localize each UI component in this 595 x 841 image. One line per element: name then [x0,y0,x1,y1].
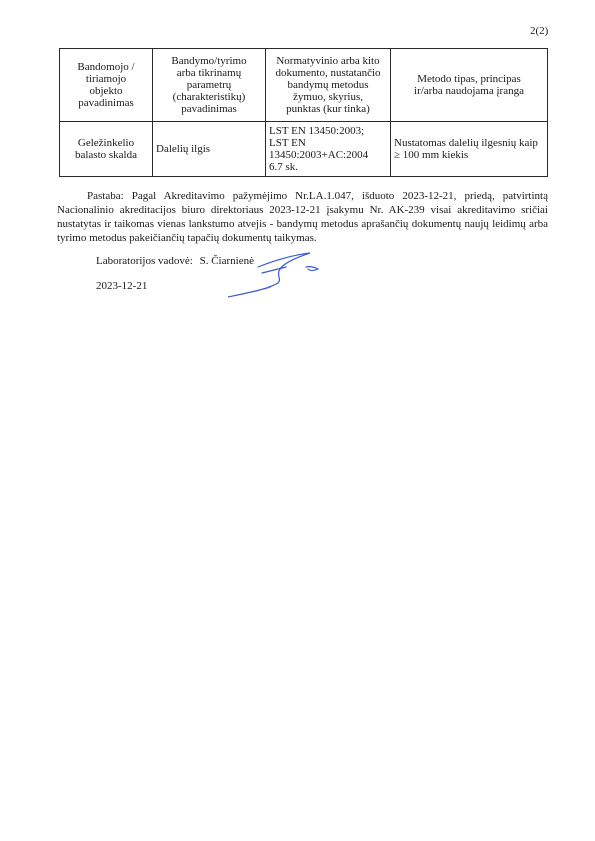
header-line: tiriamojo [85,73,127,85]
header-line: Normatyvinio arba kito [276,55,380,67]
table-row [60,122,548,177]
cell-line: Geležinkelio [77,137,135,149]
page-number: 2(2) [530,25,549,37]
header-parameter [153,49,266,122]
cell-line: 6.7 sk. [269,161,299,173]
handwritten-signature [218,247,328,303]
header-line: Metodo tipas, principas [417,73,521,85]
header-line: arba tikrinamų [176,67,242,79]
header-line: pavadinimas [181,103,237,115]
header-line: punktas (kur tinka) [286,103,370,115]
header-line: parametrų [186,79,232,91]
signatory-label: Laboratorijos vadovė: [96,255,193,267]
cell-object [60,122,153,177]
header-line: (charakteristikų) [172,91,246,103]
accreditation-table [59,48,548,177]
header-line: žymuo, skyrius, [293,91,363,103]
cell-line: 13450:2003+AC:2004 [269,149,369,161]
header-method [391,49,548,122]
cell-parameter: Dalelių ilgis [153,122,266,177]
header-object [60,49,153,122]
header-line: Bandomojo / [77,61,135,73]
header-standard [266,49,391,122]
header-line: ir/arba naudojama įranga [414,85,524,97]
cell-method [391,122,548,177]
cell-line: ≥ 100 mm kiekis [394,149,469,161]
header-line: bandymų metodus [287,79,369,91]
footnote-text: Pastaba: Pagal Akreditavimo pažymėjimo Nr.LA.1.047, išduoto 2023-12-21, priedą, patvirtintą Nacionalinio akreditacijos biuro direktoriaus 2023-12-21 įsakymu Nr. AK-239 visai akreditavimo sričiai nustatytas ir taikomas vienas lankstumo atvejis - bandymų metodus aprašančių dokumentų naujų leidimų arba tyrimo metodus pakeičiančių tapačių dokumentų taikymas. [57,190,548,244]
table-header-row [60,49,548,122]
header-line: dokumento, nustatančio [275,67,381,79]
cell-line: Nustatomas dalelių ilgesnių kaip [394,137,538,149]
header-line: objekto [89,85,123,97]
cell-line: LST EN [269,137,306,149]
header-line: pavadinimas [78,97,134,109]
cell-line: balasto skalda [74,149,137,161]
signatory-name: S. Čiarnienė [199,255,254,267]
signature-date: 2023-12-21 [96,280,148,292]
cell-standard [266,122,391,177]
cell-line: LST EN 13450:2003; [269,125,365,137]
header-line: Bandymo/tyrimo [171,55,247,67]
footnote [57,189,548,245]
